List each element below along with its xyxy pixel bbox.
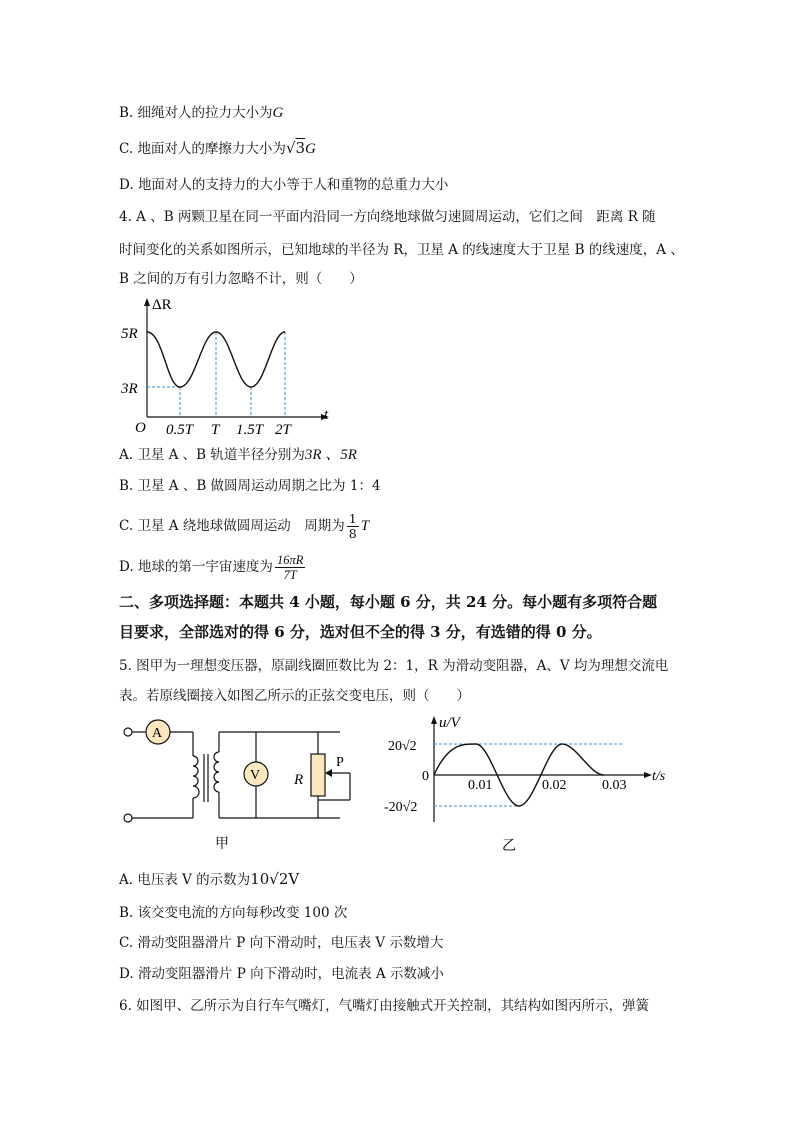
q5-option-a: A. 电压表 V 的示数为10√2V (119, 870, 300, 888)
q4-x-tick-2t: 2T (275, 422, 291, 438)
q5-circuit-diagram (118, 716, 368, 856)
graph-caption: 乙 (502, 839, 516, 854)
q4-x-tick-15t: 1.5T (236, 422, 264, 438)
q5-voltage-graph (384, 710, 674, 855)
resistor-label: R (294, 772, 304, 788)
slider-label: P (336, 755, 344, 770)
ammeter-label: A (152, 726, 163, 741)
q6-stem-line1: 6. 如图甲、乙所示为自行车气嘴灯，气嘴灯由接触式开关控制，其结构如图丙所示，弹簧 (119, 998, 650, 1014)
q5-y-axis-label: u/V (439, 715, 460, 731)
q4-x-tick-05t: 0.5T (166, 422, 194, 438)
section2-heading-line2: 目要求，全部选对的得 6 分，选对但不全的得 3 分，有选错的得 0 分。 (119, 623, 602, 641)
q3-option-d: D. 地面对人的支持力的大小等于人和重物的总重力大小 (119, 177, 449, 193)
q3-option-b: B. 细绳对人的拉力大小为G (119, 105, 284, 121)
q4-y-axis-label: ΔR (152, 297, 172, 313)
q5-y-min-label: -20√2 (384, 800, 418, 815)
q4-option-b: B. 卫星 A 、B 做圆周运动周期之比为 1：4 (119, 478, 381, 494)
circuit-caption: 甲 (215, 837, 229, 852)
q4-y-tick-5r: 5R (121, 326, 138, 342)
q4-x-tick-t: T (211, 422, 220, 438)
q4-stem-line1: 4. A 、B 两颗卫星在同一平面内沿同一方向绕地球做匀速圆周运动，它们之间 距离 R 随 (119, 209, 656, 225)
q4-distance-time-graph (115, 292, 340, 442)
q4-stem-line3: B 之间的万有引力忽略不计，则（ ） (119, 271, 363, 287)
q5-origin-label: 0 (422, 769, 429, 784)
q4-option-a: A. 卫星 A 、B 轨道半径分别为3R 、5R (119, 447, 357, 463)
q5-y-max-label: 20√2 (388, 739, 417, 754)
q5-stem-line2: 表。若原线圈接入如图乙所示的正弦交变电压，则（ ） (119, 688, 470, 704)
q4-origin-label: O (135, 420, 146, 436)
q5-option-c: C. 滑动变阻器滑片 P 向下滑动时，电压表 V 示数增大 (119, 935, 444, 951)
q4-option-d: D. 地球的第一宇宙速度为 $\frac{16\pi R}{7T}$ (119, 553, 304, 582)
q5-option-b: B. 该交变电流的方向每秒改变 100 次 (119, 905, 348, 921)
q5-x-tick-003: 0.03 (602, 778, 627, 793)
q4-x-axis-label: t (324, 407, 329, 423)
q5-x-tick-002: 0.02 (542, 778, 567, 793)
q3-option-c: C. 地面对人的摩擦力大小为√3G (119, 139, 316, 157)
q4-stem-line2: 时间变化的关系如图所示，已知地球的半径为 R，卫星 A 的线速度大于卫星 B 的线速度，A 、 (119, 242, 684, 258)
q4-option-c: C. 卫星 A 绕地球做圆周运动 周期为 $\frac{1}{8}$ T (119, 511, 370, 541)
q5-x-axis-label: t/s (652, 769, 666, 784)
q5-option-d: D. 滑动变阻器滑片 P 向下滑动时，电流表 A 示数减小 (119, 966, 444, 982)
q5-x-tick-001: 0.01 (468, 778, 493, 793)
q4-y-tick-3r: 3R (121, 381, 138, 397)
section2-heading-line1: 二、多项选择题：本题共 4 小题，每小题 6 分，共 24 分。每小题有多项符合题 (119, 593, 658, 611)
voltmeter-label: V (250, 768, 261, 783)
q5-stem-line1: 5. 图甲为一理想变压器，原副线圈匝数比为 2：1，R 为滑动变阻器，A、V 均为理想交流电 (119, 658, 669, 674)
resistor-symbol (311, 754, 325, 796)
